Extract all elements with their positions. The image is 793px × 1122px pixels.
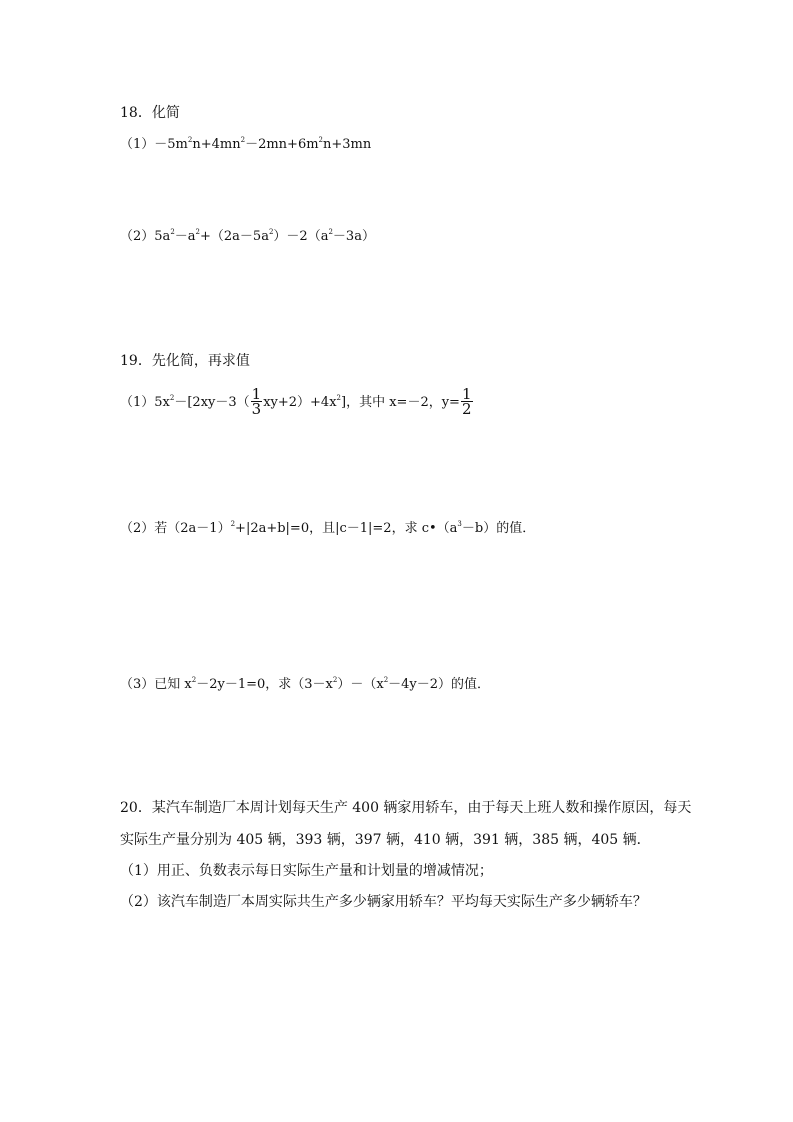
question-19-part-3 <box>120 678 490 691</box>
expression-text: n+4mn <box>192 137 241 152</box>
part-label: （2） <box>120 229 155 244</box>
exponent: 2 <box>169 394 175 402</box>
fraction-one-half <box>461 387 473 416</box>
part-label: （2） <box>120 521 155 536</box>
question-18-part-2 <box>120 230 375 243</box>
exponent: 2 <box>240 136 246 144</box>
exponent: 2 <box>383 676 389 684</box>
expression-text: －[2xy－3（ <box>174 395 250 410</box>
exponent: 2 <box>191 676 197 684</box>
exponent: 2 <box>268 228 274 236</box>
exponent: 3 <box>457 520 462 528</box>
part-label: （3） <box>120 677 155 692</box>
expression-text: －2y－1=0，求（3－x <box>196 677 333 692</box>
exponent: 2 <box>170 228 175 236</box>
expression-text: 5x <box>154 395 170 410</box>
question-18-title: 18．化简 <box>120 105 180 121</box>
expression-text: －4y－2）的值． <box>388 677 491 692</box>
exponent: 2 <box>318 136 324 144</box>
exponent: 2 <box>332 676 338 684</box>
question-20-part-2: （2）该汽车制造厂本周实际共生产多少辆家用轿车？平均每天实际生产多少辆轿车？ <box>120 894 647 910</box>
exponent: 2 <box>187 136 193 144</box>
question-20-line-2: 实际生产量分别为 405 辆，393 辆，397 辆，410 辆，391 辆，385 辆，405 辆． <box>120 832 651 848</box>
fraction-denominator: 2 <box>461 400 472 418</box>
question-20-line-1: 20．某汽车制造厂本周计划每天生产 400 辆家用轿车，由于每天上班人数和操作原因，每天 <box>120 800 692 816</box>
expression-text: xy+2）+4x <box>263 395 337 410</box>
expression-text: 已知 x <box>154 677 192 692</box>
expression-text: －2mn+6m <box>245 137 319 152</box>
expression-text: +|2a+b|=0，且|c－1|=2，求 c•（a <box>235 521 458 536</box>
question-20-part-1: （1）用正、负数表示每日实际生产量和计划量的增减情况； <box>120 863 493 879</box>
expression-text: 若（2a－1） <box>154 521 231 536</box>
exponent: 2 <box>230 520 236 528</box>
fraction-numerator: 1 <box>461 385 472 403</box>
fraction-one-third <box>251 387 263 416</box>
fraction-numerator: 1 <box>251 385 262 403</box>
exponent: 2 <box>328 228 333 236</box>
question-19-title: 19．先化简，再求值 <box>120 353 250 369</box>
expression-text: －b）的值． <box>461 521 536 536</box>
fraction-denominator: 3 <box>251 400 262 418</box>
question-19-part-2 <box>120 522 535 535</box>
expression-text: ）－（x <box>337 677 384 692</box>
expression-text: +（2a－5a <box>200 229 269 244</box>
expression-text: －3a） <box>332 229 375 244</box>
question-18-part-1 <box>120 138 371 151</box>
question-19-part-1 <box>120 385 474 418</box>
expression-text: －5m <box>154 137 188 152</box>
exponent: 2 <box>195 228 201 236</box>
expression-text: n+3mn <box>323 137 372 152</box>
expression-text: －a <box>174 229 196 244</box>
part-label: （1） <box>120 395 155 410</box>
expression-text: ）－2（a <box>273 229 329 244</box>
part-label: （1） <box>120 137 155 152</box>
expression-text: ]，其中 x=－2，y= <box>341 395 460 410</box>
exponent: 2 <box>336 394 342 402</box>
expression-text: 5a <box>154 229 171 244</box>
